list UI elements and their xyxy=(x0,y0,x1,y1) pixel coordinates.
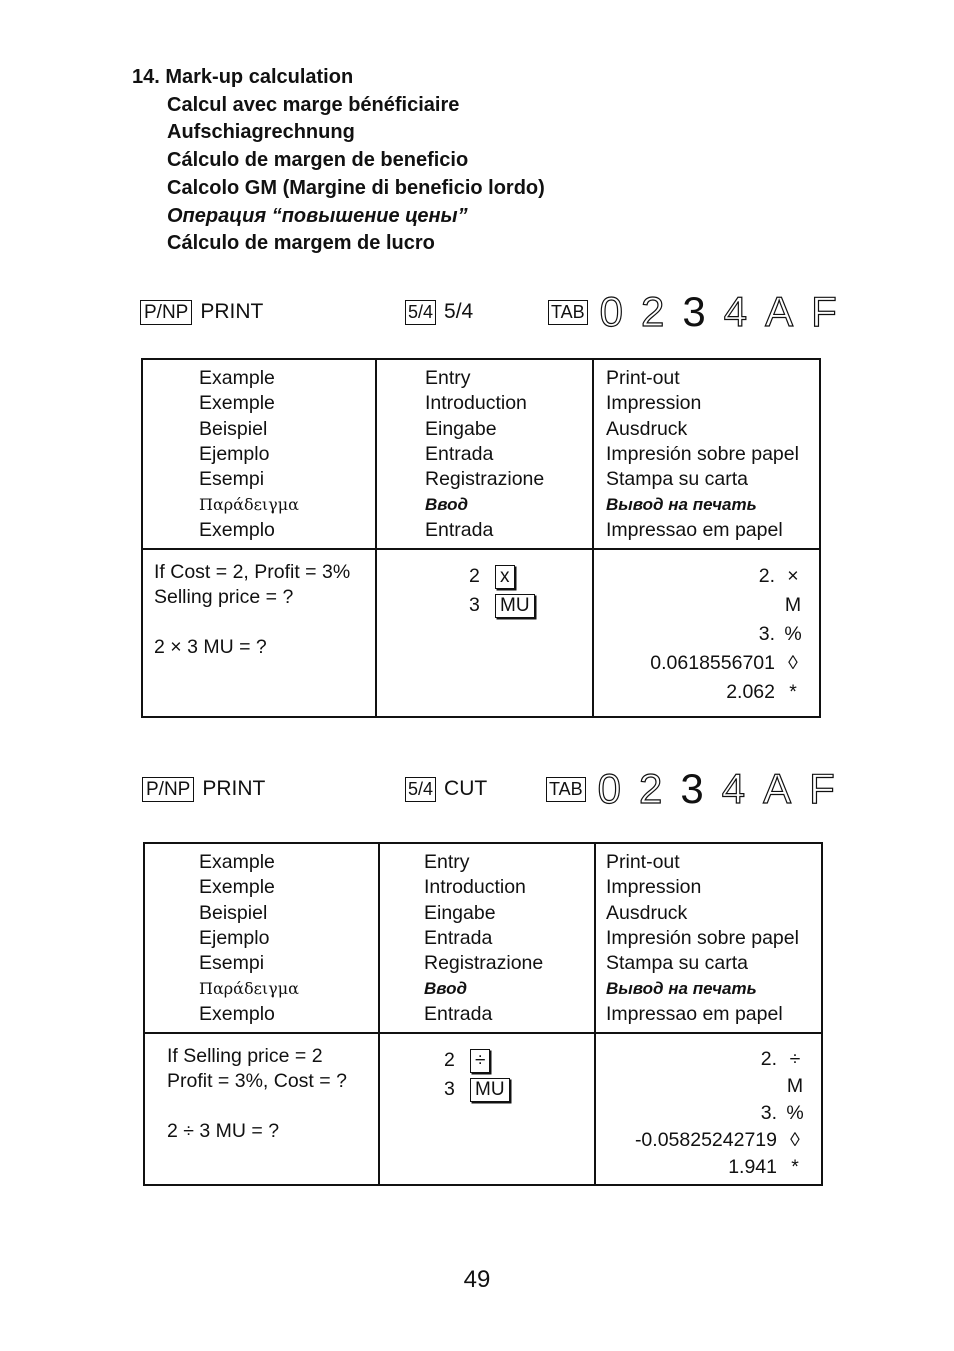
header-label: Registrazione xyxy=(425,468,545,491)
mu-key-icon: MU xyxy=(470,1078,510,1102)
settings-bar-1 xyxy=(140,288,840,335)
printout-line: 1.941 * xyxy=(728,1156,799,1178)
section-title-ru: Операция “повышение цены” xyxy=(167,204,468,227)
dial-option: A xyxy=(765,288,794,335)
header-label: Introduction xyxy=(425,392,527,415)
printout-line: 3. % xyxy=(760,1102,804,1124)
header-label: Exemple xyxy=(199,876,275,899)
example-table-2 xyxy=(143,842,823,1186)
pnp-label: PRINT xyxy=(202,777,266,800)
entry-number: 3 xyxy=(444,1078,455,1100)
header-label: Introduction xyxy=(424,876,526,899)
header-label: Παράδειγμα xyxy=(199,979,299,999)
header-label: Вывод на печать xyxy=(606,979,757,999)
rounding-key: 5/4 xyxy=(405,777,436,802)
dial-option-selected: 3 xyxy=(682,288,706,335)
divide-key-icon: ÷ xyxy=(470,1049,490,1073)
section-title: 14. Mark-up calculation xyxy=(132,66,354,88)
header-label: Stampa su carta xyxy=(606,468,748,491)
problem-spacer xyxy=(154,610,375,635)
header-label: Example xyxy=(199,367,275,389)
pnp-key: P/NP xyxy=(140,300,192,325)
tab-switch xyxy=(548,288,855,335)
header-label: Beispiel xyxy=(199,901,268,924)
header-label: Esempi xyxy=(199,468,265,491)
printout-line: -0.05825242719 ◊ xyxy=(634,1129,800,1151)
header-label: Impresión sobre papel xyxy=(606,442,799,465)
header-label: Example xyxy=(199,851,275,873)
printout-line: 2. × xyxy=(758,565,799,587)
entry-number: 2 xyxy=(444,1049,455,1071)
header-label: Impression xyxy=(606,392,702,415)
problem-line: Profit = 3%, Cost = ? xyxy=(167,1070,347,1092)
printout-line: M xyxy=(786,1075,804,1097)
header-label: Entrada xyxy=(425,518,494,541)
dial-option: 2 xyxy=(641,288,665,335)
header-label: Impressao em papel xyxy=(606,518,783,541)
printout-cell xyxy=(595,1033,822,1185)
tab-switch xyxy=(546,765,853,812)
entry-cell xyxy=(379,1033,595,1185)
dial-option: 0 xyxy=(599,288,624,335)
header-label: Exemple xyxy=(199,392,275,415)
header-label: Beispiel xyxy=(199,417,268,440)
entry-row xyxy=(469,562,592,591)
dial-option: F xyxy=(811,288,837,335)
printout-line: 3. % xyxy=(758,623,802,645)
tab-key: TAB xyxy=(548,300,588,325)
header-label: Ausdruck xyxy=(606,417,688,440)
entry-cell xyxy=(376,549,593,717)
rounding-switch xyxy=(405,292,473,332)
header-entry xyxy=(379,843,595,1033)
entry-number: 2 xyxy=(469,565,480,587)
problem-line: If Selling price = 2 xyxy=(167,1045,323,1067)
problem-cell xyxy=(144,1033,379,1185)
tab-key: TAB xyxy=(546,777,586,802)
dial-option: 0 xyxy=(597,765,622,812)
pnp-switch xyxy=(140,292,263,332)
pnp-switch xyxy=(142,769,265,809)
settings-bar-2 xyxy=(140,765,840,812)
header-label: Impressao em papel xyxy=(606,1002,783,1025)
rounding-key: 5/4 xyxy=(405,300,436,325)
mu-key-icon: MU xyxy=(495,594,535,618)
printout-line: M xyxy=(784,594,802,616)
problem-line: 2 ÷ 3 MU = ? xyxy=(167,1120,280,1142)
header-label: Entrada xyxy=(425,442,494,465)
dial-option: F xyxy=(809,765,835,812)
section-title-it: Calcolo GM (Margine di beneficio lordo) xyxy=(167,176,545,199)
header-example xyxy=(142,359,376,549)
printout-line: 2. ÷ xyxy=(760,1048,801,1070)
printout-cell xyxy=(593,549,820,717)
header-label: Exemplo xyxy=(199,1002,275,1025)
section-title-fr: Calcul avec marge bénéficiaire xyxy=(167,93,460,116)
header-label: Impression xyxy=(606,876,702,899)
section-title-de: Aufschiagrechnung xyxy=(167,121,355,144)
header-label: Вывод на печать xyxy=(606,495,757,515)
problem-spacer xyxy=(167,1094,378,1119)
header-printout xyxy=(595,843,822,1033)
header-label: Registrazione xyxy=(424,952,544,975)
dial-option: 2 xyxy=(639,765,663,812)
page-number: 49 xyxy=(463,1266,491,1293)
decimal-dial xyxy=(599,288,855,335)
decimal-dial xyxy=(597,765,853,812)
header-label: Impresión sobre papel xyxy=(606,926,799,949)
header-label: Παράδειγμα xyxy=(199,495,299,515)
header-label: Ausdruck xyxy=(606,901,688,924)
entry-number: 3 xyxy=(469,594,480,616)
section-title-es: Cálculo de margen de beneficio xyxy=(167,149,469,172)
header-label: Eingabe xyxy=(424,901,496,924)
dial-option-selected: 3 xyxy=(680,765,704,812)
header-label: Entry xyxy=(424,851,470,873)
header-label: Eingabe xyxy=(425,417,497,440)
pnp-key: P/NP xyxy=(142,777,194,802)
dial-option: A xyxy=(763,765,792,812)
section-headings xyxy=(132,64,545,258)
example-table-1 xyxy=(141,358,821,718)
multiply-key-icon: x xyxy=(495,565,515,589)
header-label: Esempi xyxy=(199,952,265,975)
problem-line: Selling price = ? xyxy=(154,586,294,608)
header-label: Print-out xyxy=(606,851,680,873)
problem-line: If Cost = 2, Profit = 3% xyxy=(154,561,351,583)
rounding-label: 5/4 xyxy=(444,300,474,323)
problem-cell xyxy=(142,549,376,717)
section-title-pt: Cálculo de margem de lucro xyxy=(167,232,435,255)
rounding-switch xyxy=(405,769,487,809)
entry-row xyxy=(444,1075,594,1104)
header-label: Exemplo xyxy=(199,518,275,541)
pnp-label: PRINT xyxy=(200,300,264,323)
header-label: Ejemplo xyxy=(199,926,270,949)
header-label: Entrada xyxy=(424,1002,493,1025)
printout-line: 0.0618556701 ◊ xyxy=(650,652,798,674)
header-label: Stampa su carta xyxy=(606,952,748,975)
dial-option: 4 xyxy=(721,765,746,812)
header-label: Ввод xyxy=(424,979,468,999)
header-example xyxy=(144,843,379,1033)
problem-line: 2 × 3 MU = ? xyxy=(154,636,267,658)
rounding-label: CUT xyxy=(444,777,488,800)
header-label: Entry xyxy=(425,367,471,389)
header-label: Ejemplo xyxy=(199,442,270,465)
entry-row xyxy=(469,591,592,620)
dial-option: 4 xyxy=(723,288,748,335)
header-label: Print-out xyxy=(606,367,680,389)
header-printout xyxy=(593,359,820,549)
header-entry xyxy=(376,359,593,549)
entry-row xyxy=(444,1046,594,1075)
printout-line: 2.062 * xyxy=(726,681,797,703)
header-label: Ввод xyxy=(425,495,469,515)
header-label: Entrada xyxy=(424,926,493,949)
